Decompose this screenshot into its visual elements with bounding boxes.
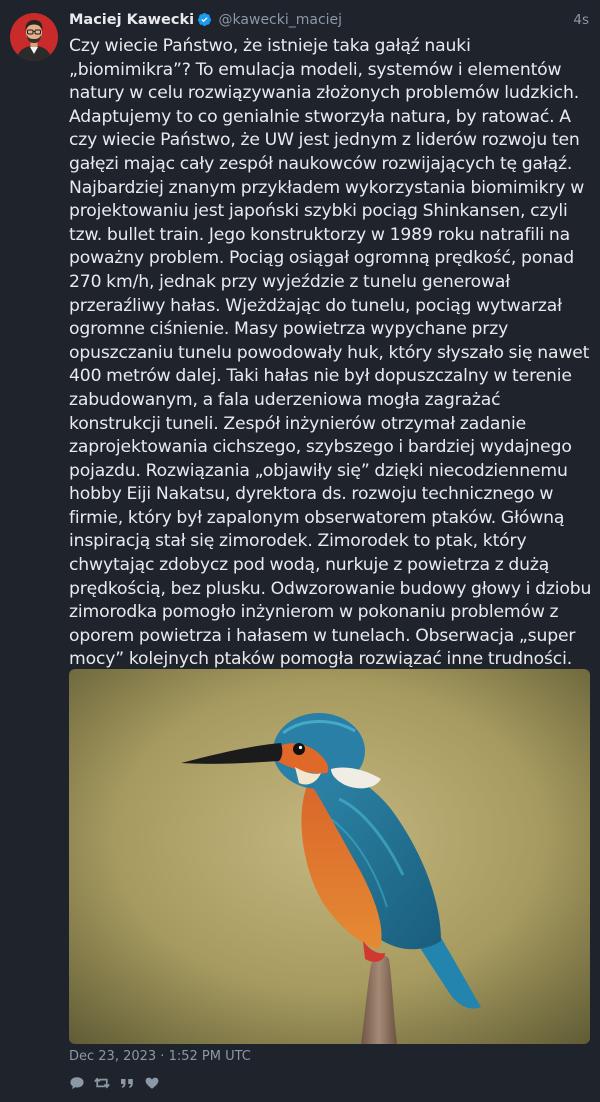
- avatar[interactable]: [10, 13, 58, 61]
- like-button[interactable]: [144, 1075, 160, 1091]
- author-name[interactable]: Maciej Kawecki: [69, 12, 195, 28]
- tweet-header: [69, 11, 589, 31]
- comment-icon: [69, 1075, 85, 1091]
- retweet-icon: [94, 1075, 110, 1091]
- verified-badge-icon: [197, 12, 212, 32]
- tweet-actions: [69, 1075, 169, 1091]
- tweet-date[interactable]: Dec 23, 2023 · 1:52 PM UTC: [69, 1049, 251, 1064]
- relative-time[interactable]: 4s: [573, 12, 589, 28]
- quote-button[interactable]: [119, 1075, 135, 1091]
- tweet-text: Czy wiecie Państwo, że istnieje taka gałąź nauki „biomimikra”? To emulacja modeli, systemów i elementów natury w celu rozwiązywania złożonych problemów ludzkich. Adaptujemy to co genialnie stworzyła natura, by ratować. A czy wiecie Państwo, że UW jest jednym z liderów rozwoju ten gałęzi mając cały zespół naukowców rozwijających tę gałąź. Najbardziej znanym przykładem wykorzystania biomimikry w projektowaniu jest japoński szybki pociąg Shinkansen, czyli tzw. bullet train. Jego konstruktorzy w 1989 roku natrafili na poważny problem. Pociąg osiągał ogromną prędkość, ponad 270 km/h, jednak przy wyjeździe z tunelu generował przeraźliwy hałas. Wjeżdżając do tunelu, pociąg wytwarzał ogromne ciśnienie. Masy powietrza wypychane przy opuszczaniu tunelu powodowały huk, który słyszało się nawet 400 metrów dalej. Taki hałas nie był dopuszczalny w terenie zabudowanym, a fala uderzeniowa mogła zagrażać konstrukcji tuneli. Zespół inżynierów otrzymał zadanie zaprojektowania cichszego, szybszego i bardziej wydajnego pojazdu. Rozwiązania „objawiły się” dzięki niecodziennemu hobby Eiji Nakatsu, dyrektora ds. rozwoju technicznego w firmie, który był zapalonym obserwatorem ptaków. Główną inspiracją stał się zimorodek. Zimorodek to ptak, który chwytając zdobycz pod wodą, nurkuje z powietrza z dużą prędkością, bez plusku. Odwzorowanie budowy głowy i dziobu zimorodka pomogło inżynierom w pokonaniu problemów z oporem powietrza i hałasem w tunelach. Obserwacja „super mocy” kolejnych ptaków pomogła rozwiązać inne trudności.: [69, 36, 592, 670]
- retweet-button[interactable]: [94, 1075, 110, 1091]
- avatar-portrait: [10, 13, 58, 61]
- kingfisher-photo: [69, 669, 590, 1044]
- reply-button[interactable]: [69, 1075, 85, 1091]
- tweet-media[interactable]: [69, 669, 590, 1044]
- author-handle[interactable]: @kawecki_maciej: [218, 12, 343, 28]
- heart-icon: [144, 1075, 160, 1091]
- quote-icon: [119, 1075, 135, 1091]
